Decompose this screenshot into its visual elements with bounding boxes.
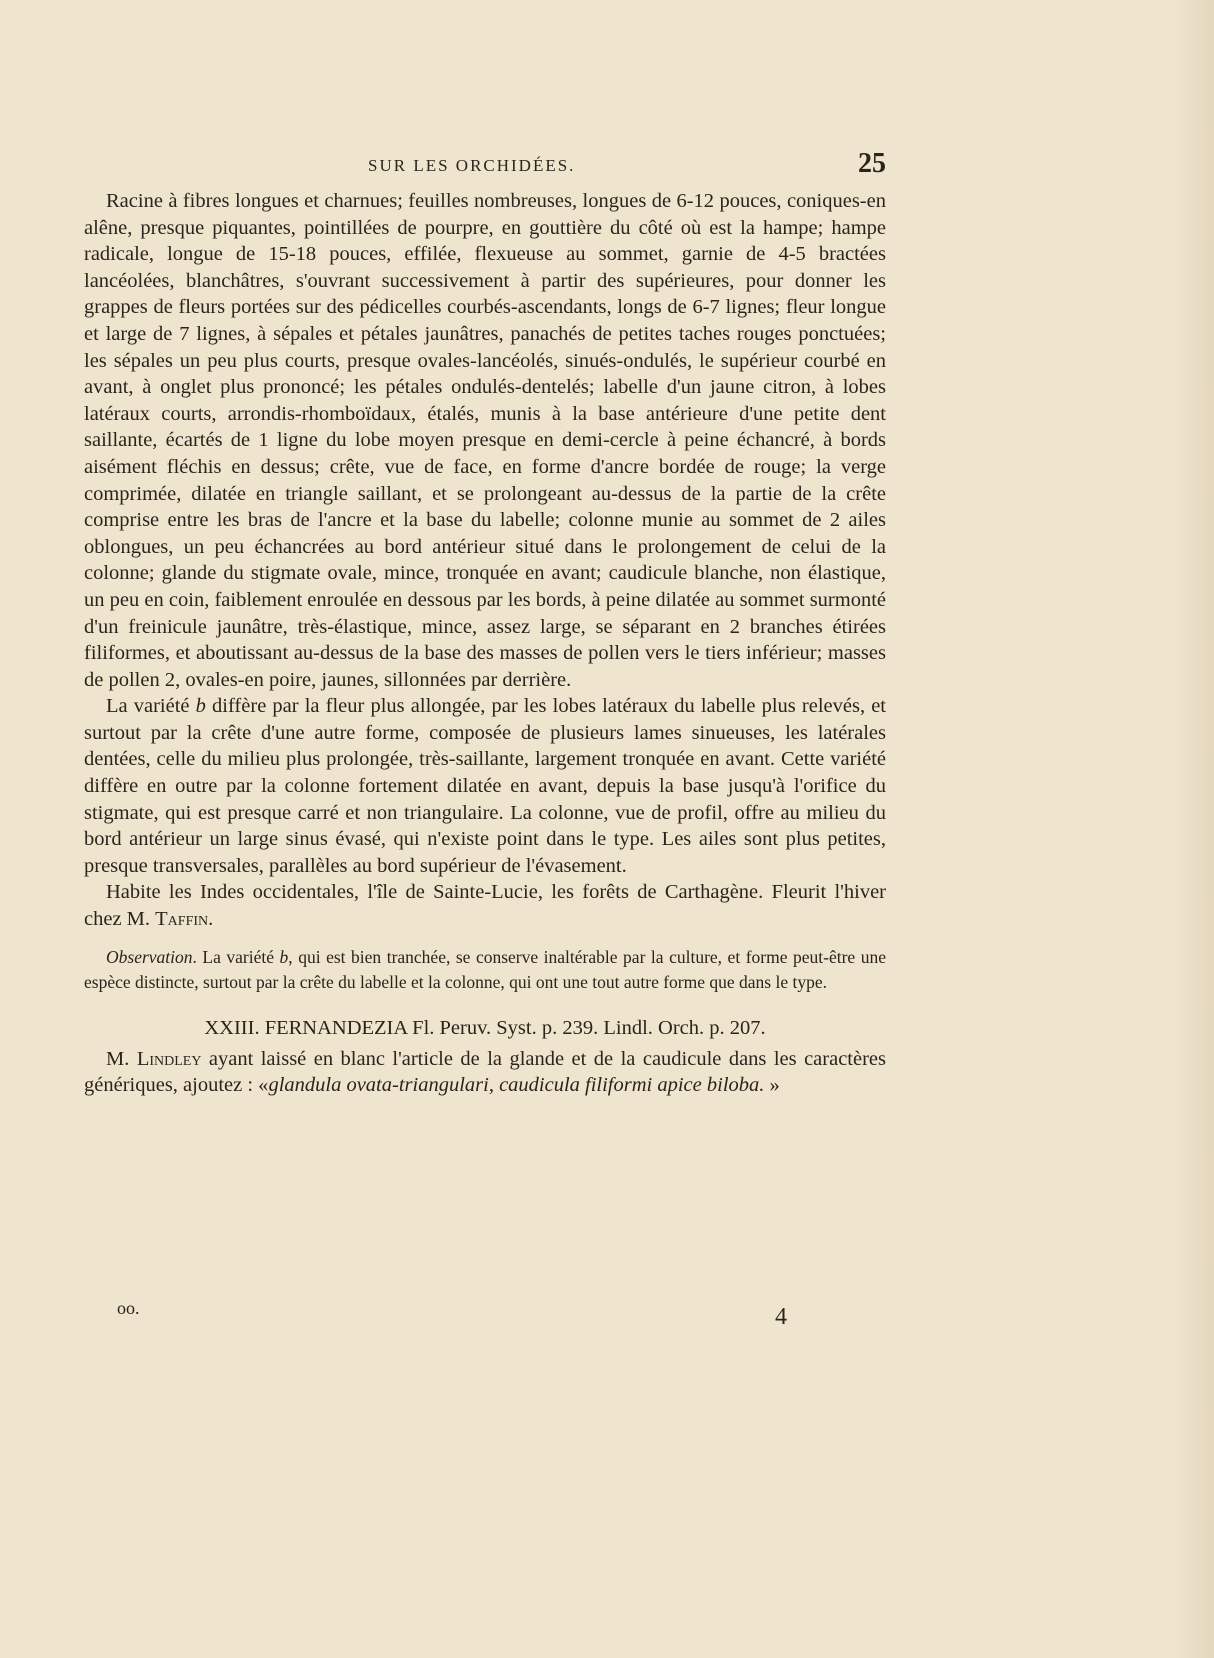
page-edge-shadow [1174,0,1214,1658]
variety-letter: b [195,695,206,718]
habitat-text: Habite les Indes occidentales, l'île de Sainte-Lucie, les forêts de Carthagène. Fleurit l'hiver chez M. [84,881,886,931]
variety-paragraph [84,693,886,879]
observation-text-start: . La variété [192,946,280,967]
fernandezia-text-end: » [764,1074,780,1097]
author-name: Lindley [136,1047,202,1070]
variety-text-start: La variété [106,695,196,718]
running-head: SUR LES ORCHIDÉES. [368,156,576,175]
fernandezia-text-middle: ayant laissé en blanc l'article de la glande et de la caudicule dans les caractères génériques, ajoutez : « [84,1047,886,1097]
description-paragraph: Racine à fibres longues et charnues; feuilles nombreuses, longues de 6-12 pouces, coniques-en alêne, presque piquantes, pointillées de pourpre, en gouttière du côté où est la hampe; hampe radicale, longue de 15-18 pouces, effilée, flexueuse au sommet, garnie de 4-5 bractées lancéolées, blanchâtres, s'ouvrant successivement à partir des supérieures, pour donner les grappes de fleurs portées sur des pédicelles courbés-ascendants, longs de 6-7 lignes; fleur longue et large de 7 lignes, à sépales et pétales jaunâtres, panachés de petites taches rouges ponctuées; les sépales un peu plus courts, presque ovales-lancéolés, sinués-ondulés, le supérieur courbé en avant, à onglet plus prononcé; les pétales ondulés-dentelés; labelle d'un jaune citron, à lobes latéraux courts, arrondis-rhomboïdaux, étalés, munis à la base antérieure d'une petite dent saillante, écartés de 1 ligne du lobe moyen presque en demi-cercle à peine échancré, à bords aisément fléchis en dessus; crête, vue de face, en forme d'ancre bordée de rouge; la verge comprimée, dilatée en triangle saillant, et se prolongeant au-dessus de la partie de la crête comprise entre les bras de l'ancre et la base du labelle; colonne munie au sommet de 2 ailes oblongues, un peu échancrées au bord antérieur situé dans le prolongement de celui de la colonne; glande du stigmate ovale, mince, tronquée en avant; caudicule blanche, non élastique, un peu en coin, faiblement enroulée en dessous par les bords, à peine dilatée au sommet surmonté d'un freinicule jaunâtre, très-élastique, mince, assez large, se séparant en 2 branches étirées filiformes, et aboutissant au-dessus de la base des masses de pollen vers le tiers inférieur; masses de pollen 2, ovales-en poire, jaunes, sillonnées par derrière. [84,190,886,691]
observation-text-rest: , qui est bien tranchée, se conserve inaltérable par la culture, et forme peut-être une espèce distincte, surtout par la crête du labelle et la colonne, qui ont une tout autre forme que dans le type. [84,946,886,992]
main-text [84,188,886,1099]
signature-mark-right: 4 [775,1304,787,1330]
section-heading: XXIII. FERNANDEZIA Fl. Peruv. Syst. p. 239. Lindl. Orch. p. 207. [204,1016,766,1039]
variety-text-rest: diffère par la fleur plus allongée, par les lobes latéraux du labelle plus relevés, et surtout par la crête d'une autre forme, composée de plusieurs lames sinueuses, les latérales dentées, celle du milieu plus prolongée, très-saillante, largement tronquée en avant. Cette variété diffère en outre par la colonne fortement dilatée en avant, depuis la base jusqu'à l'orifice du stigmate, qui est presque carré et non triangulaire. La colonne, vue de profil, offre au milieu du bord antérieur un large sinus évasé, qui n'existe point dans le type. Les ailes sont plus petites, presque transversales, parallèles au bord supérieur de l'évasement. [84,695,887,877]
observation-variety-letter: b [279,946,289,967]
page-footer [117,1298,787,1332]
page-header [84,148,886,188]
habitat-paragraph [84,879,886,932]
fernandezia-paragraph [84,1046,886,1099]
observation-paragraph [84,945,886,995]
observation-label: Observation [106,946,193,967]
page-number: 25 [858,148,886,179]
habitat-end: . [208,908,214,931]
fernandezia-text-start: M. [106,1047,137,1070]
signature-mark-left: oo. [117,1298,140,1318]
grower-name: Taffin [155,908,209,931]
latin-diagnosis: glandula ovata-triangulari, caudicula filiformi apice biloba. [268,1074,765,1097]
